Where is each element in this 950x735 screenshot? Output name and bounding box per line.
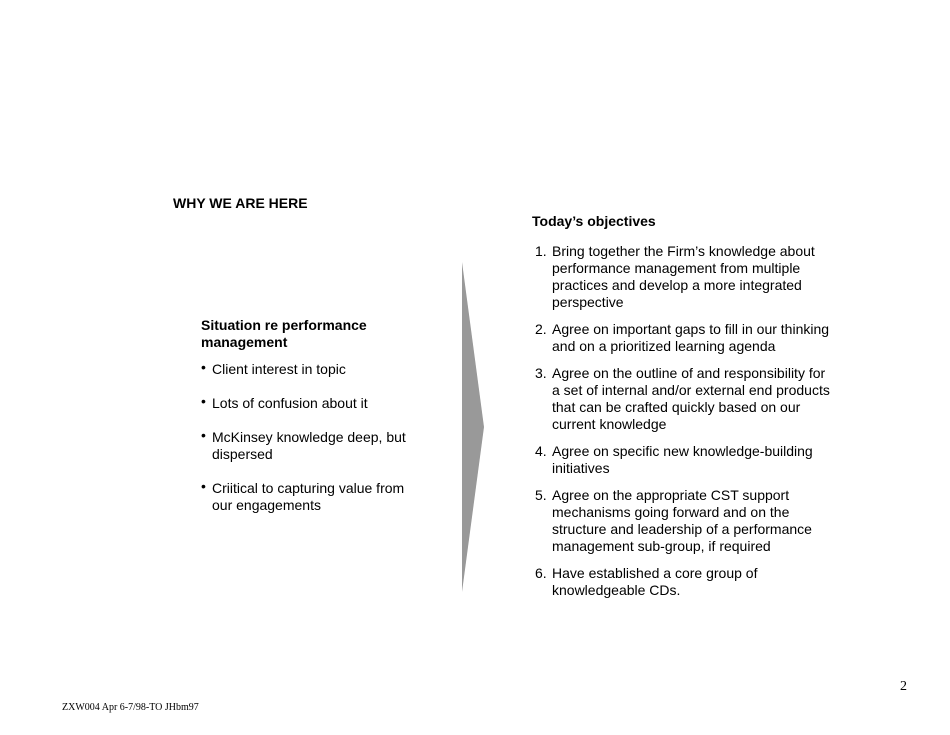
list-item xyxy=(201,395,422,412)
list-item xyxy=(532,321,832,355)
bullet-text: Client interest in topic xyxy=(212,361,346,377)
item-number: 3. xyxy=(535,365,547,381)
item-number: 2. xyxy=(535,321,547,337)
situation-bullet-list xyxy=(201,361,441,514)
item-text: Agree on important gaps to fill in our thinking and on a prioritized learning agenda xyxy=(552,321,830,354)
list-item xyxy=(532,365,832,433)
list-item xyxy=(532,243,832,311)
item-number: 5. xyxy=(535,487,547,503)
list-item xyxy=(201,429,422,463)
list-item xyxy=(532,487,832,555)
item-text: Agree on the appropriate CST support mechanisms going forward and on the structure and leadership of a performance management sub-group, if required xyxy=(552,487,812,554)
situation-heading: Situation re performance management xyxy=(201,317,367,350)
objectives-list xyxy=(532,243,832,599)
objectives-panel xyxy=(532,213,832,609)
item-text: Agree on the outline of and responsibility for a set of internal and/or external end products that can be crafted quickly based on our current knowledge xyxy=(552,365,830,432)
situation-panel xyxy=(201,317,441,531)
list-item xyxy=(201,480,422,514)
list-item xyxy=(201,361,422,378)
bullet-text: Criitical to capturing value from our engagements xyxy=(212,480,405,513)
list-item xyxy=(532,443,832,477)
chevron-arrow-icon xyxy=(462,262,486,592)
item-text: Have established a core group of knowledgeable CDs. xyxy=(552,565,758,598)
bullet-icon: • xyxy=(201,393,206,409)
bullet-text: McKinsey knowledge deep, but dispersed xyxy=(212,429,406,462)
item-text: Bring together the Firm’s knowledge about performance management from multiple practices and develop a more integrated perspective xyxy=(552,243,815,310)
footer-document-code: ZXW004 Apr 6-7/98-TO JHbm97 xyxy=(62,702,199,713)
item-number: 6. xyxy=(535,565,547,581)
item-number: 1. xyxy=(535,243,547,259)
bullet-text: Lots of confusion about it xyxy=(212,395,368,411)
bullet-icon: • xyxy=(201,427,206,443)
bullet-icon: • xyxy=(201,359,206,375)
item-number: 4. xyxy=(535,443,547,459)
list-item xyxy=(532,565,832,599)
bullet-icon: • xyxy=(201,478,206,494)
page-title: WHY WE ARE HERE xyxy=(173,195,308,211)
page-number: 2 xyxy=(900,679,907,694)
item-text: Agree on specific new knowledge-building initiatives xyxy=(552,443,813,476)
objectives-heading: Today’s objectives xyxy=(532,213,656,229)
